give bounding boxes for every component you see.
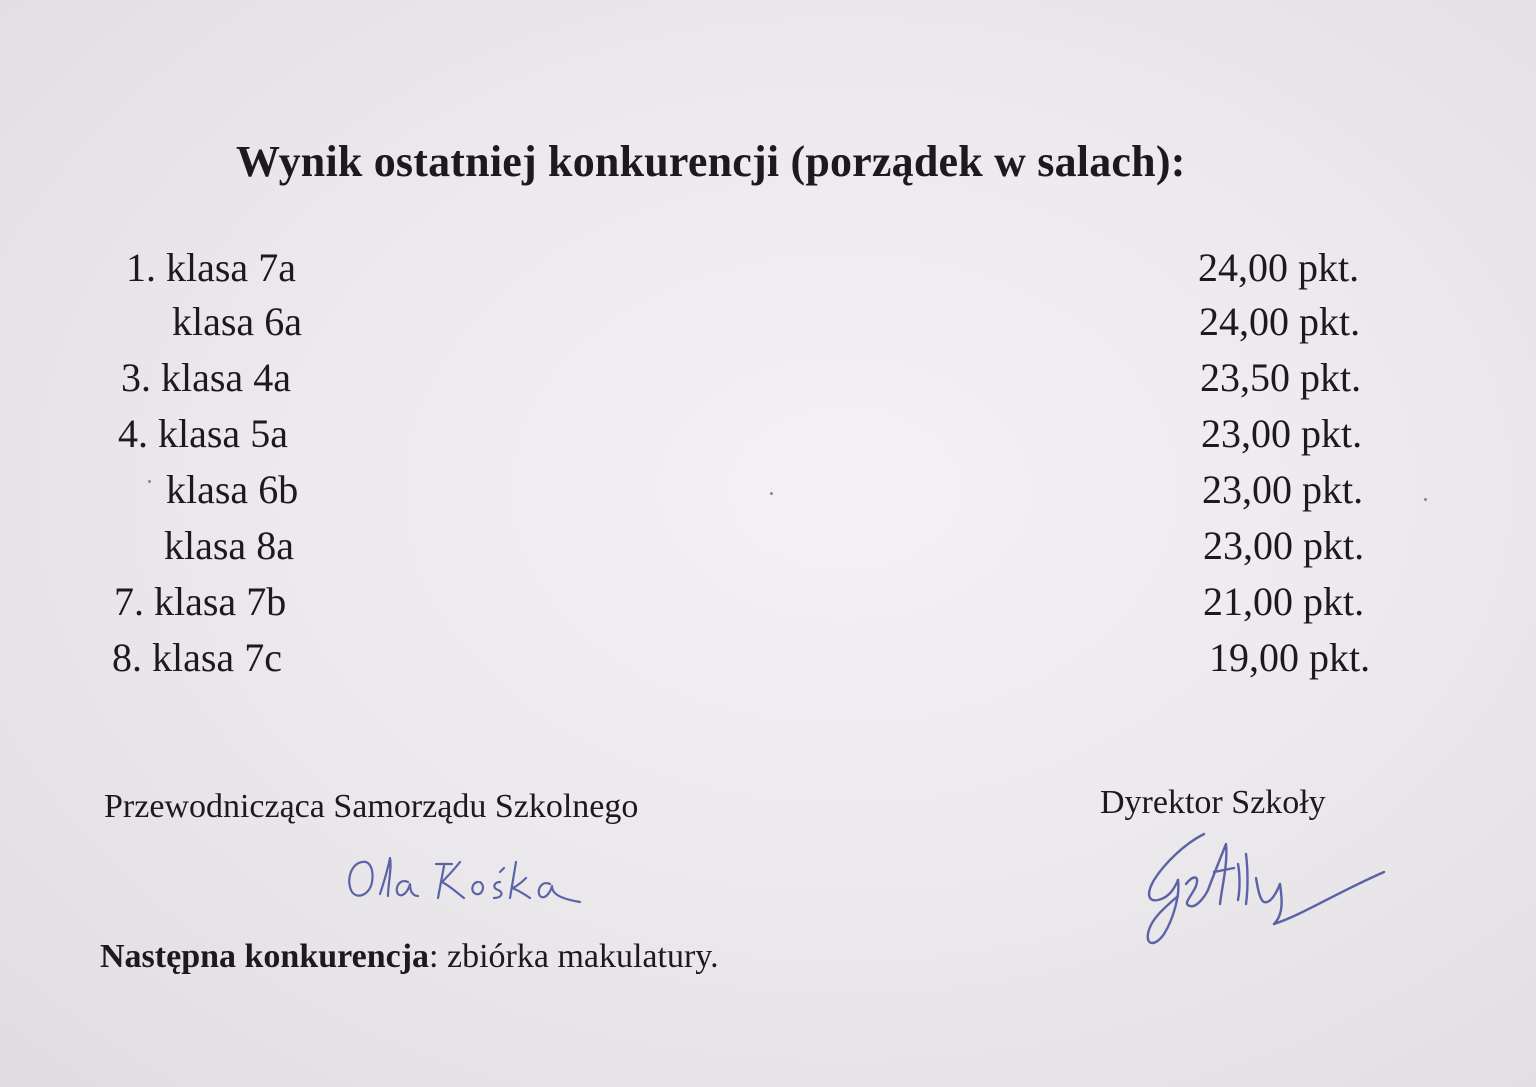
result-row (166, 466, 298, 513)
class-name: klasa 7b (154, 579, 287, 624)
next-event-label: Następna konkurencja (100, 938, 430, 975)
class-name: klasa 6b (166, 467, 299, 512)
result-row (126, 244, 296, 291)
class-name: klasa 7a (166, 245, 296, 290)
score: 19,00 pkt. (1209, 635, 1371, 680)
next-event-separator: : (429, 938, 439, 975)
score: 23,00 pkt. (1203, 523, 1365, 568)
rank: 3. (121, 355, 151, 400)
student-council-signature (340, 848, 590, 918)
document-title: Wynik ostatniej konkurencji (porządek w salach): (236, 137, 1186, 186)
rank: 7. (114, 579, 144, 624)
paper-speck (1424, 498, 1427, 501)
class-name: klasa 8a (164, 523, 294, 568)
class-name: klasa 4a (161, 355, 291, 400)
rank: 1. (126, 245, 156, 290)
rank: 4. (118, 411, 148, 456)
score: 23,50 pkt. (1200, 355, 1362, 400)
class-name: klasa 5a (158, 411, 288, 456)
rank: 8. (112, 635, 142, 680)
result-row (121, 354, 291, 401)
score: 21,00 pkt. (1203, 579, 1365, 624)
class-name: klasa 6a (172, 299, 302, 344)
result-row (118, 410, 288, 457)
class-name: klasa 7c (152, 635, 282, 680)
next-event-line (100, 938, 719, 976)
result-row (114, 578, 286, 625)
score: 23,00 pkt. (1201, 411, 1363, 456)
next-event-value: zbiórka makulatury. (438, 938, 719, 975)
result-row (172, 298, 302, 345)
score: 23,00 pkt. (1202, 467, 1364, 512)
paper-speck (770, 492, 773, 495)
director-label: Dyrektor Szkoły (1100, 784, 1326, 821)
score: 24,00 pkt. (1199, 299, 1361, 344)
result-row (164, 522, 294, 569)
director-signature (1134, 824, 1394, 954)
result-row (112, 634, 282, 681)
student-council-label: Przewodnicząca Samorządu Szkolnego (104, 788, 639, 825)
paper-speck (148, 480, 151, 483)
score: 24,00 pkt. (1198, 245, 1360, 290)
